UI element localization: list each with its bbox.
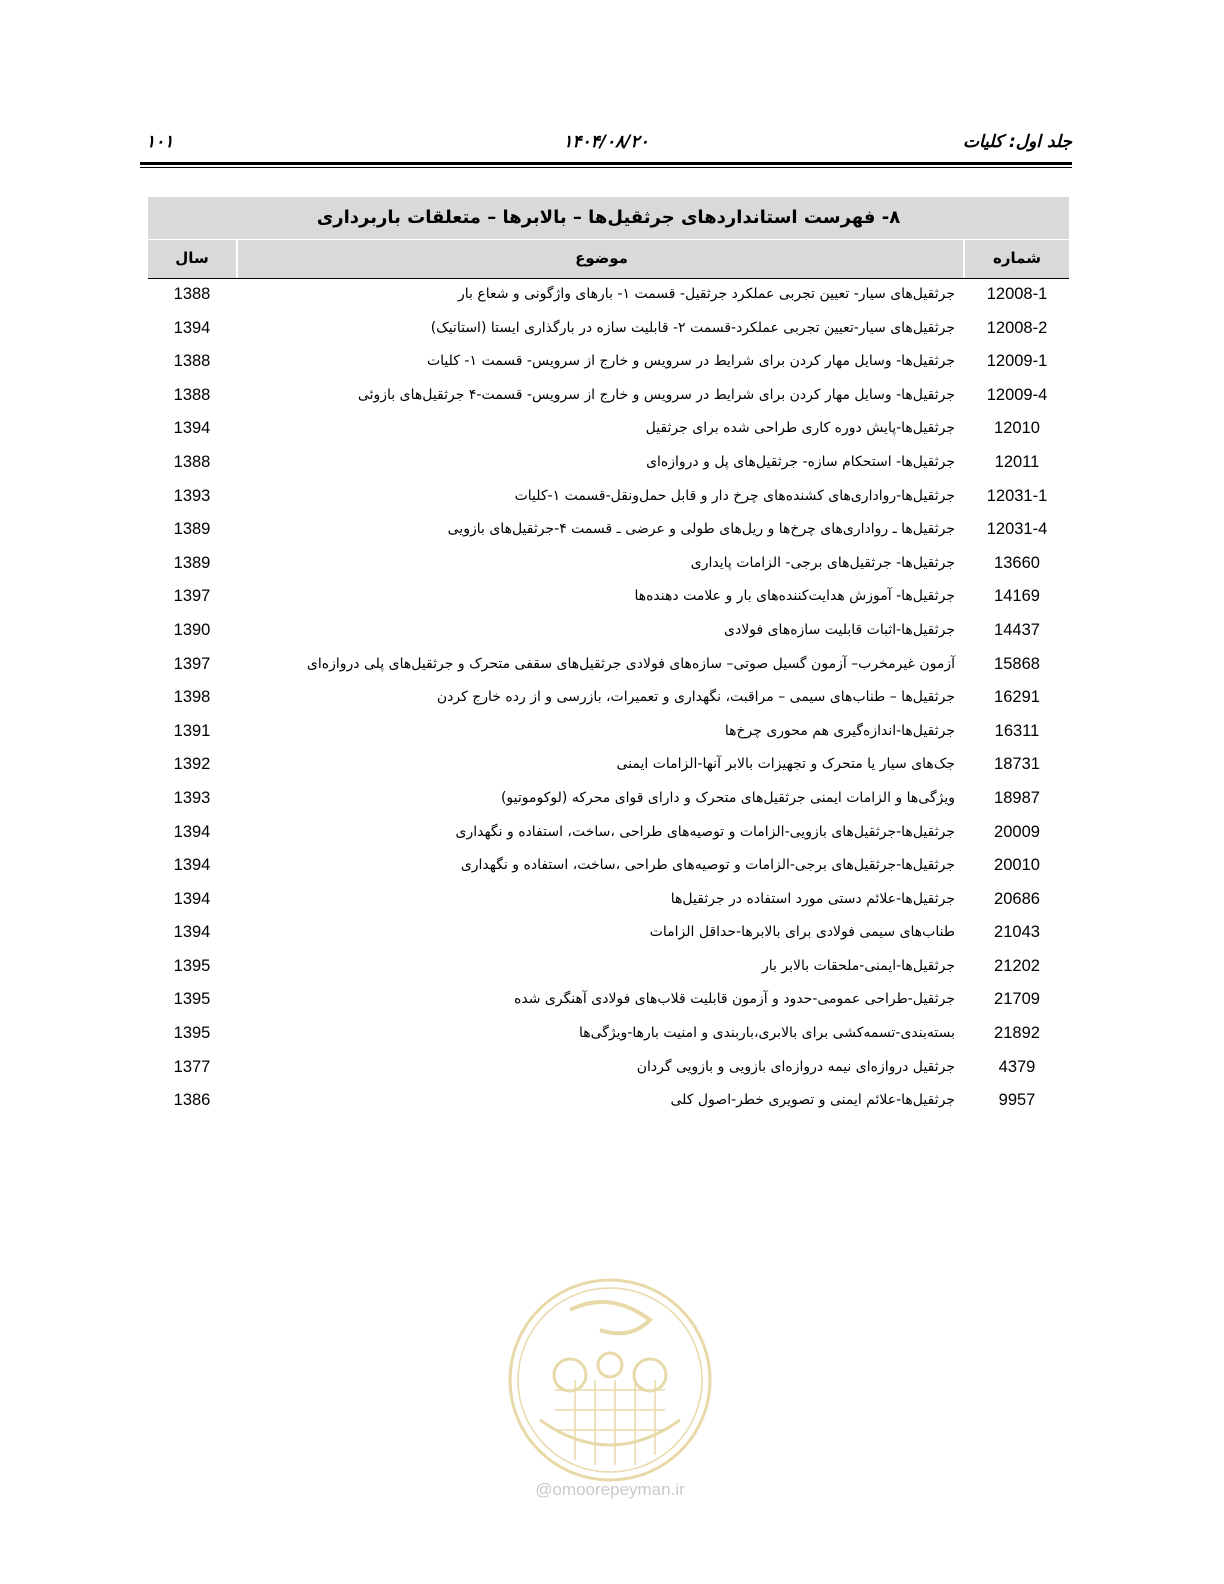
table-row [148, 784, 1069, 818]
table-cell-year: 1397 [173, 587, 211, 606]
table-cell-subject: جرثقیل‌ها-رواداری‌های کشنده‌های چرخ دار و قابل حمل‌ونقل-قسمت ۱-کلیات [514, 487, 955, 504]
watermark-site: @omoorepeyman.ir [535, 1480, 685, 1499]
table-cell-year: 1395 [173, 990, 211, 1009]
table-cell-number: 20010 [994, 856, 1040, 875]
table-cell-number: 21892 [994, 1024, 1040, 1043]
table-header-row [148, 239, 1069, 279]
table-cell-year: 1393 [173, 788, 211, 807]
table-row [148, 582, 1069, 616]
table-cell-number: 20009 [994, 822, 1040, 841]
table-cell-subject: جک‌های سیار یا متحرک و تجهیزات بالابر آنها-الزامات ایمنی [616, 756, 955, 773]
column-header-number: شماره [993, 249, 1041, 267]
table-cell-subject: جرثقیل دروازه‌ای نیمه دروازه‌ای بازویی و بازویی گردان [636, 1058, 955, 1075]
table-cell-number: 21043 [994, 923, 1040, 942]
table-cell-year: 1388 [173, 452, 211, 471]
table-cell-subject: جرثقیل‌ها-علائم ایمنی و تصویری خطر-اصول کلی [670, 1092, 955, 1109]
table-row [148, 650, 1069, 684]
table-cell-subject: جرثقیل‌ها-اثبات قابلیت سازه‌های فولادی [724, 621, 955, 638]
table-cell-subject: جرثقیل‌ها- جرثقیل‌های برجی- الزامات پایداری [690, 554, 955, 571]
page-number: ۱۰۱ [146, 132, 174, 152]
table-row [148, 952, 1069, 986]
table-row [148, 851, 1069, 885]
page-header [140, 128, 1072, 158]
table-cell-year: 1390 [173, 620, 211, 639]
table-cell-number: 12011 [994, 452, 1040, 471]
table-row [148, 515, 1069, 549]
table-title: ۸- فهرست استانداردهای جرثقیل‌ها – بالابرها – متعلقات باربرداری [148, 197, 1069, 239]
table-cell-subject: جرثقیل‌ها-علائم دستی مورد استفاده در جرثقیل‌ها [670, 890, 955, 907]
table-cell-subject: جرثقیل‌ها- آموزش هدایت‌کننده‌های بار و علامت دهنده‌ها [634, 588, 955, 605]
column-header-year: سال [175, 249, 209, 267]
volume-title: جلد اول: کلیات [962, 132, 1072, 152]
table-cell-year: 1394 [173, 856, 211, 875]
table-cell-year: 1386 [173, 1091, 211, 1110]
table-row [148, 448, 1069, 482]
table-cell-year: 1394 [173, 923, 211, 942]
table-row [148, 616, 1069, 650]
table-row [148, 985, 1069, 1019]
table-cell-number: 4379 [998, 1057, 1036, 1076]
table-cell-subject: جرثقیل‌ها ـ رواداری‌های چرخ‌ها و ریل‌های طولی و عرضی ـ قسمت ۴-جرثقیل‌های بازویی [447, 521, 955, 538]
table-cell-number: 12009-4 [986, 385, 1048, 404]
table-cell-number: 21202 [994, 956, 1040, 975]
table-row [148, 1019, 1069, 1053]
table-cell-year: 1394 [173, 419, 211, 438]
table-cell-number: 20686 [994, 889, 1040, 908]
table-cell-year: 1388 [173, 385, 211, 404]
table-cell-subject: جرثقیل‌ها-جرثقیل‌های برجی-الزامات و توصیه‌های طراحی ،ساخت، استفاده و نگهداری [460, 857, 955, 874]
table-cell-subject: جرثقیل‌ها – طناب‌های سیمی – مراقبت، نگهداری و تعمیرات، بازرسی و از رده خارج کردن [436, 689, 955, 706]
table-row [148, 549, 1069, 583]
table-cell-number: 9957 [998, 1091, 1036, 1110]
table-cell-year: 1391 [173, 721, 211, 740]
table-row [148, 1086, 1069, 1120]
table-row [148, 717, 1069, 751]
table-cell-year: 1392 [173, 755, 211, 774]
table-cell-number: 14437 [994, 620, 1040, 639]
table-cell-number: 14169 [994, 587, 1040, 606]
table-cell-subject: جرثقیل‌ها-اندازه‌گیری هم محوری چرخ‌ها [724, 722, 955, 739]
table-row [148, 750, 1069, 784]
table-cell-year: 1388 [173, 285, 211, 303]
table-row [148, 280, 1069, 314]
table-cell-number: 12031-4 [986, 520, 1048, 539]
table-cell-year: 1398 [173, 688, 211, 707]
table-cell-year: 1394 [173, 889, 211, 908]
header-rule-thick [140, 162, 1072, 165]
header-date: ۱۴۰۴/۰۸/۲۰ [563, 132, 649, 152]
table-cell-year: 1377 [173, 1057, 211, 1076]
table-cell-year: 1395 [173, 1024, 211, 1043]
table-cell-number: 15868 [994, 654, 1040, 673]
table-cell-number: 12031-1 [986, 486, 1048, 505]
table-cell-year: 1397 [173, 654, 211, 673]
table-cell-number: 16291 [994, 688, 1040, 707]
standards-table-body [148, 280, 1069, 1120]
table-cell-subject: جرثقیل‌های سیار-تعیین تجربی عملکرد-قسمت ۲- قابلیت سازه در بارگذاری ایستا (استاتیک) [430, 319, 955, 336]
table-cell-number: 21709 [994, 990, 1040, 1009]
table-row [148, 1053, 1069, 1087]
table-row [148, 414, 1069, 448]
table-cell-year: 1393 [173, 486, 211, 505]
table-cell-subject: جرثقیل‌ها-پایش دوره کاری طراحی شده برای جرثقیل [645, 420, 955, 437]
table-cell-subject: جرثقیل‌ها-جرثقیل‌های بازویی-الزامات و توصیه‌های طراحی ،ساخت، استفاده و نگهداری [455, 823, 955, 840]
table-cell-year: 1395 [173, 956, 211, 975]
table-cell-number: 16311 [994, 721, 1040, 740]
table-row [148, 347, 1069, 381]
table-cell-subject: جرثقیل‌ها- وسایل مهار کردن برای شرایط در سرویس و خارج از سرویس- قسمت-۴ جرثقیل‌های بازوئی [357, 386, 955, 403]
table-cell-number: 12009-1 [986, 352, 1048, 371]
table-cell-number: 18731 [994, 755, 1040, 774]
table-row [148, 482, 1069, 516]
table-cell-number: 12010 [994, 419, 1040, 438]
table-cell-year: 1389 [173, 553, 211, 572]
table-row [148, 885, 1069, 919]
table-row [148, 683, 1069, 717]
table-cell-subject: جرثقیل‌ها-ایمنی-ملحقات بالابر بار [762, 957, 955, 974]
column-header-subject: موضوع [575, 249, 628, 267]
table-cell-year: 1388 [173, 352, 211, 371]
table-cell-number: 12008-1 [986, 285, 1048, 303]
column-divider [236, 240, 238, 278]
table-row [148, 918, 1069, 952]
watermark-logo [500, 1270, 720, 1510]
table-row [148, 381, 1069, 415]
table-cell-subject: بسته‌بندی-تسمه‌کشی برای بالابری،باربندی و امنیت بارها-ویژگی‌ها [578, 1025, 955, 1042]
table-cell-subject: آزمون غیرمخرب– آزمون گسیل صوتی– سازه‌های فولادی جرثقیل‌های سقفی متحرک و جرثقیل‌های پلی دروازه‌ای [306, 655, 955, 672]
table-row [148, 314, 1069, 348]
header-rule-thin [140, 167, 1072, 168]
table-cell-year: 1389 [173, 520, 211, 539]
table-cell-year: 1394 [173, 318, 211, 337]
table-cell-subject: ویژگی‌ها و الزامات ایمنی جرثقیل‌های متحرک و دارای قوای محرکه (لوکوموتیو) [500, 789, 955, 806]
table-cell-number: 18987 [994, 788, 1040, 807]
table-cell-number: 13660 [994, 553, 1040, 572]
table-cell-subject: طناب‌های سیمی فولادی برای بالابرها-حداقل الزامات [649, 924, 955, 941]
table-cell-year: 1394 [173, 822, 211, 841]
table-cell-number: 12008-2 [986, 318, 1048, 337]
table-cell-subject: جرثقیل‌ها- استحکام سازه- جرثقیل‌های پل و دروازه‌ای [646, 453, 955, 470]
table-cell-subject: جرثقیل‌ها- وسایل مهار کردن برای شرایط در سرویس و خارج از سرویس- قسمت ۱- کلیات [426, 353, 955, 370]
table-cell-subject: جرثقیل-طراحی عمومی-حدود و آزمون قابلیت قلاب‌های فولادی آهنگری شده [514, 991, 955, 1008]
table-cell-subject: جرثقیل‌های سیار- تعیین تجربی عملکرد جرثقیل- قسمت ۱- بارهای واژگونی و شعاع بار [457, 286, 955, 302]
table-row [148, 818, 1069, 852]
